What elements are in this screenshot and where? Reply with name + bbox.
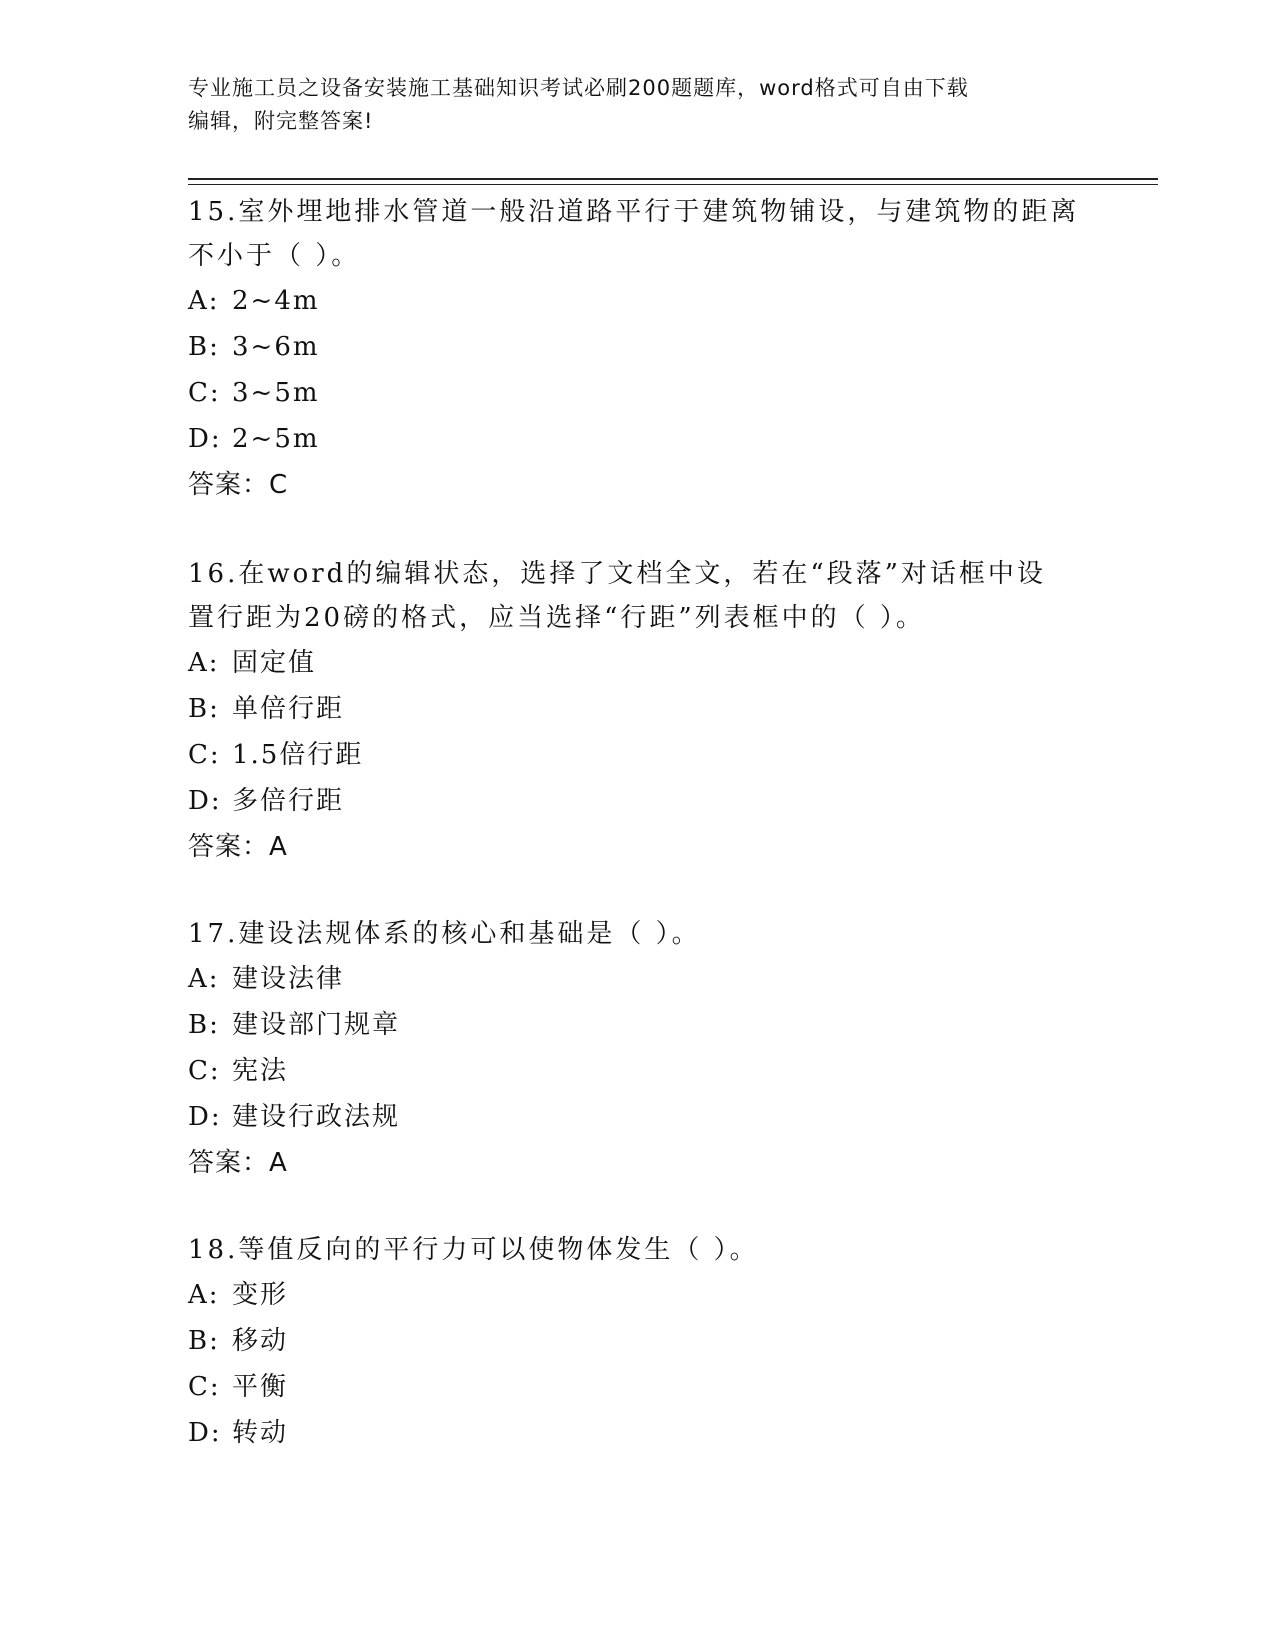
option-key: D: xyxy=(188,786,222,816)
option-text: 1.5倍行距 xyxy=(232,740,364,770)
option-d xyxy=(188,416,1088,462)
question-16 xyxy=(188,552,1088,870)
question-15 xyxy=(188,190,1088,508)
header-divider-thin xyxy=(188,184,1158,185)
question-stem xyxy=(188,912,1088,956)
question-stem xyxy=(188,1228,1088,1272)
option-text: 单倍行距 xyxy=(232,694,345,724)
question-17 xyxy=(188,912,1088,1186)
option-key: C: xyxy=(188,740,221,770)
option-key: A: xyxy=(188,648,220,678)
question-stem-line: 不小于（ ）。 xyxy=(188,241,361,271)
header-divider-thick xyxy=(188,178,1158,180)
answer-label: 答案：C xyxy=(188,470,289,500)
question-stem-line: 16.在word的编辑状态，选择了文档全文，若在“段落”对话框中设 xyxy=(188,559,1046,589)
option-text: 3~6m xyxy=(232,332,320,362)
option-text: 固定值 xyxy=(232,648,317,678)
option-text: 建设法律 xyxy=(232,964,345,994)
option-key: D: xyxy=(188,424,222,454)
option-text: 多倍行距 xyxy=(232,786,345,816)
header-line-1: 专业施工员之设备安装施工基础知识考试必刷200题题库，word格式可自由下载 xyxy=(188,76,969,100)
option-d xyxy=(188,778,1088,824)
option-key: A: xyxy=(188,286,220,316)
question-18 xyxy=(188,1228,1088,1456)
question-stem-line: 18.等值反向的平行力可以使物体发生（ ）。 xyxy=(188,1235,759,1265)
option-a xyxy=(188,278,1088,324)
option-key: C: xyxy=(188,1056,221,1086)
answer-label: 答案：A xyxy=(188,1148,288,1178)
option-key: C: xyxy=(188,378,221,408)
option-key: D: xyxy=(188,1102,222,1132)
option-b xyxy=(188,324,1088,370)
question-stem xyxy=(188,552,1088,640)
option-key: A: xyxy=(188,1280,220,1310)
option-text: 宪法 xyxy=(232,1056,289,1086)
option-c xyxy=(188,1048,1088,1094)
option-key: B: xyxy=(188,1326,220,1356)
option-b xyxy=(188,1002,1088,1048)
option-key: B: xyxy=(188,332,220,362)
option-key: A: xyxy=(188,964,220,994)
option-key: B: xyxy=(188,694,220,724)
option-a xyxy=(188,956,1088,1002)
option-text: 平衡 xyxy=(232,1372,289,1402)
option-text: 2~5m xyxy=(232,424,320,454)
option-text: 2~4m xyxy=(232,286,320,316)
option-d xyxy=(188,1094,1088,1140)
option-text: 变形 xyxy=(232,1280,289,1310)
option-key: C: xyxy=(188,1372,221,1402)
answer-label: 答案：A xyxy=(188,832,288,862)
question-stem xyxy=(188,190,1088,278)
option-a xyxy=(188,1272,1088,1318)
question-stem-line: 17.建设法规体系的核心和基础是（ ）。 xyxy=(188,919,701,949)
option-text: 转动 xyxy=(232,1418,289,1448)
option-b xyxy=(188,686,1088,732)
question-stem-line: 置行距为20磅的格式，应当选择“行距”列表框中的（ ）。 xyxy=(188,603,925,633)
option-a xyxy=(188,640,1088,686)
option-c xyxy=(188,370,1088,416)
header-line-2: 编辑，附完整答案! xyxy=(188,109,374,133)
option-d xyxy=(188,1410,1088,1456)
option-key: B: xyxy=(188,1010,220,1040)
option-c xyxy=(188,732,1088,778)
option-text: 3~5m xyxy=(232,378,320,408)
document-header xyxy=(188,72,1088,138)
option-key: D: xyxy=(188,1418,222,1448)
question-stem-line: 15.室外埋地排水管道一般沿道路平行于建筑物铺设，与建筑物的距离 xyxy=(188,197,1080,227)
option-text: 建设部门规章 xyxy=(232,1010,401,1040)
option-b xyxy=(188,1318,1088,1364)
option-c xyxy=(188,1364,1088,1410)
option-text: 建设行政法规 xyxy=(232,1102,401,1132)
option-text: 移动 xyxy=(232,1326,289,1356)
